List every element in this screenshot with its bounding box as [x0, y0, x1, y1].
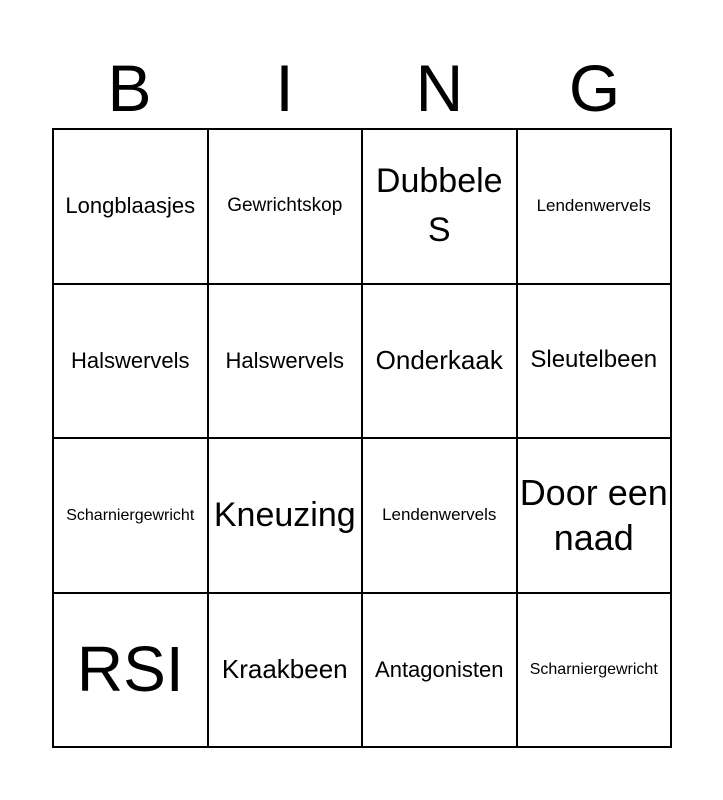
- bingo-cell: Scharniergewricht: [54, 439, 209, 594]
- bingo-cell: RSI: [54, 594, 209, 749]
- bingo-cell: Lendenwervels: [363, 439, 518, 594]
- header-letter-g: G: [568, 51, 621, 125]
- bingo-cell: Halswervels: [209, 285, 364, 440]
- bingo-cell: Halswervels: [54, 285, 209, 440]
- bingo-cell: Door een naad: [518, 439, 673, 594]
- bingo-card-grid: [52, 128, 672, 748]
- bingo-cell: Dubbele S: [363, 130, 518, 285]
- header-letter-b: B: [107, 51, 152, 125]
- bingo-cell: Kraakbeen: [209, 594, 364, 749]
- header-letter-n: N: [415, 51, 464, 125]
- bingo-cell: Sleutelbeen: [518, 285, 673, 440]
- bingo-cell: Gewrichtskop: [209, 130, 364, 285]
- bingo-cell: Onderkaak: [363, 285, 518, 440]
- header-letter-i: I: [275, 51, 294, 125]
- bingo-cell: Scharniergewricht: [518, 594, 673, 749]
- bingo-cell: Lendenwervels: [518, 130, 673, 285]
- bingo-cell: Kneuzing: [209, 439, 364, 594]
- bingo-cell: Longblaasjes: [54, 130, 209, 285]
- bingo-header: [52, 48, 672, 128]
- bingo-cell: Antagonisten: [363, 594, 518, 749]
